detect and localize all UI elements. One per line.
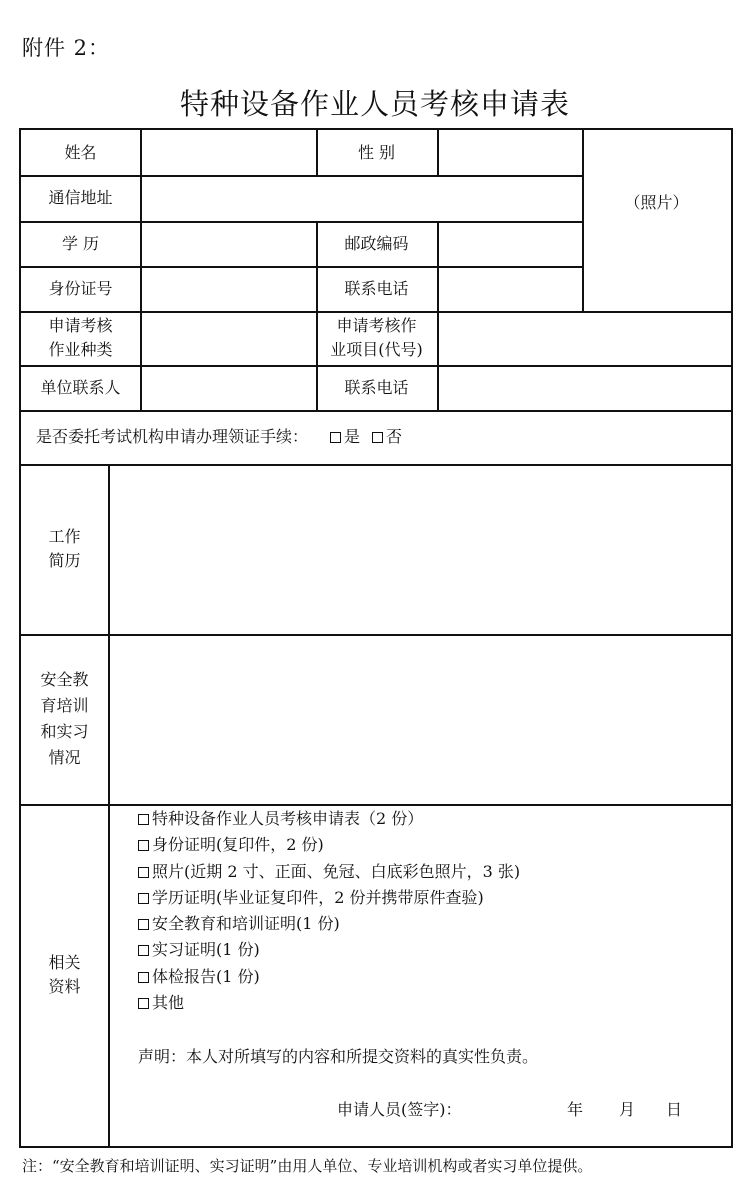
safety-training-field[interactable] (111, 636, 729, 802)
gender-field[interactable] (439, 132, 580, 173)
month-label: 月 (619, 1100, 636, 1119)
declaration-text: 声明：本人对所填写的内容和所提交资料的真实性负责。 (138, 1047, 539, 1066)
category-label (21, 311, 140, 365)
contact-field[interactable] (142, 367, 314, 408)
material-item[interactable]: 身份证明(复印件，2 份) (138, 832, 520, 858)
contact-label: 单位联系人 (40, 377, 121, 397)
material-item[interactable]: 特种设备作业人员考核申请表（2 份） (138, 806, 520, 832)
materials-list (138, 806, 520, 1016)
contact-phone-label: 联系电话 (344, 377, 409, 397)
application-form (19, 128, 733, 1148)
entrust-label: 是否委托考试机构申请办理领证手续： (36, 427, 309, 446)
category-label-line: 作业种类 (48, 340, 113, 359)
item-label-line: 申请考核作 (336, 316, 417, 335)
material-item[interactable]: 体检报告(1 份) (138, 964, 520, 990)
address-label: 通信地址 (48, 188, 113, 207)
photo-area[interactable] (582, 130, 731, 311)
photo-label: （照片） (624, 192, 689, 212)
name-field[interactable] (142, 132, 314, 173)
footnote: 注：“安全教育和培训证明、实习证明”由用人单位、专业培训机构或者实习单位提供。 (22, 1157, 593, 1175)
material-item[interactable]: 安全教育和培训证明(1 份) (138, 911, 520, 937)
material-checkbox[interactable] (138, 972, 149, 983)
entrust-row (36, 410, 726, 464)
material-checkbox[interactable] (138, 840, 149, 851)
attachment-label: 附件 2： (22, 36, 111, 60)
material-item[interactable]: 其他 (138, 990, 520, 1016)
id-number-field[interactable] (142, 268, 314, 309)
safety-label-line: 安全教 (40, 670, 89, 689)
address-field[interactable] (142, 177, 580, 219)
safety-label-line: 育培训 (40, 696, 89, 715)
work-history-field[interactable] (111, 466, 729, 632)
materials-label-line: 相关 (48, 953, 81, 972)
education-label: 学 历 (61, 233, 100, 253)
materials-label-line: 资料 (48, 977, 81, 996)
day-label: 日 (666, 1100, 683, 1119)
no-label: 否 (386, 427, 403, 446)
no-option[interactable] (372, 425, 402, 449)
no-checkbox[interactable] (372, 432, 383, 443)
item-label-line: 业项目(代号) (330, 340, 423, 359)
item-field[interactable] (439, 313, 729, 363)
safety-training-label (21, 634, 108, 804)
id-number-label: 身份证号 (48, 278, 113, 298)
work-label-line: 工作 (48, 527, 81, 546)
work-history-label (21, 464, 108, 634)
material-checkbox[interactable] (138, 893, 149, 904)
signature-field[interactable] (467, 1090, 563, 1120)
material-checkbox[interactable] (138, 945, 149, 956)
work-label-line: 简历 (48, 551, 81, 570)
material-checkbox[interactable] (138, 998, 149, 1009)
material-item[interactable]: 照片(近期 2 寸、正面、免冠、白底彩色照片，3 张) (138, 859, 520, 885)
contact-phone-field[interactable] (439, 367, 729, 408)
category-field[interactable] (142, 313, 314, 363)
column-divider (108, 464, 110, 1146)
material-item[interactable]: 学历证明(毕业证复印件，2 份并携带原件查验) (138, 885, 520, 911)
item-label (316, 311, 437, 365)
safety-label-line: 情况 (48, 748, 81, 767)
form-title: 特种设备作业人员考核申请表 (179, 87, 570, 121)
education-field[interactable] (142, 223, 314, 264)
year-label: 年 (567, 1100, 584, 1119)
yes-label: 是 (344, 427, 361, 446)
phone-field[interactable] (439, 268, 580, 309)
phone-label: 联系电话 (344, 278, 409, 298)
yes-option[interactable] (330, 425, 360, 449)
name-label: 姓名 (64, 142, 97, 162)
yes-checkbox[interactable] (330, 432, 341, 443)
safety-label-line: 和实习 (40, 722, 89, 741)
postal-code-field[interactable] (439, 223, 580, 264)
material-checkbox[interactable] (138, 867, 149, 878)
material-item[interactable]: 实习证明(1 份) (138, 937, 520, 963)
materials-label (21, 804, 108, 1146)
category-label-line: 申请考核 (48, 316, 113, 335)
applicant-signature-label: 申请人员(签字)： (337, 1100, 462, 1119)
gender-label: 性 别 (357, 142, 396, 162)
postal-code-label: 邮政编码 (344, 233, 409, 253)
material-checkbox[interactable] (138, 919, 149, 930)
material-checkbox[interactable] (138, 814, 149, 825)
